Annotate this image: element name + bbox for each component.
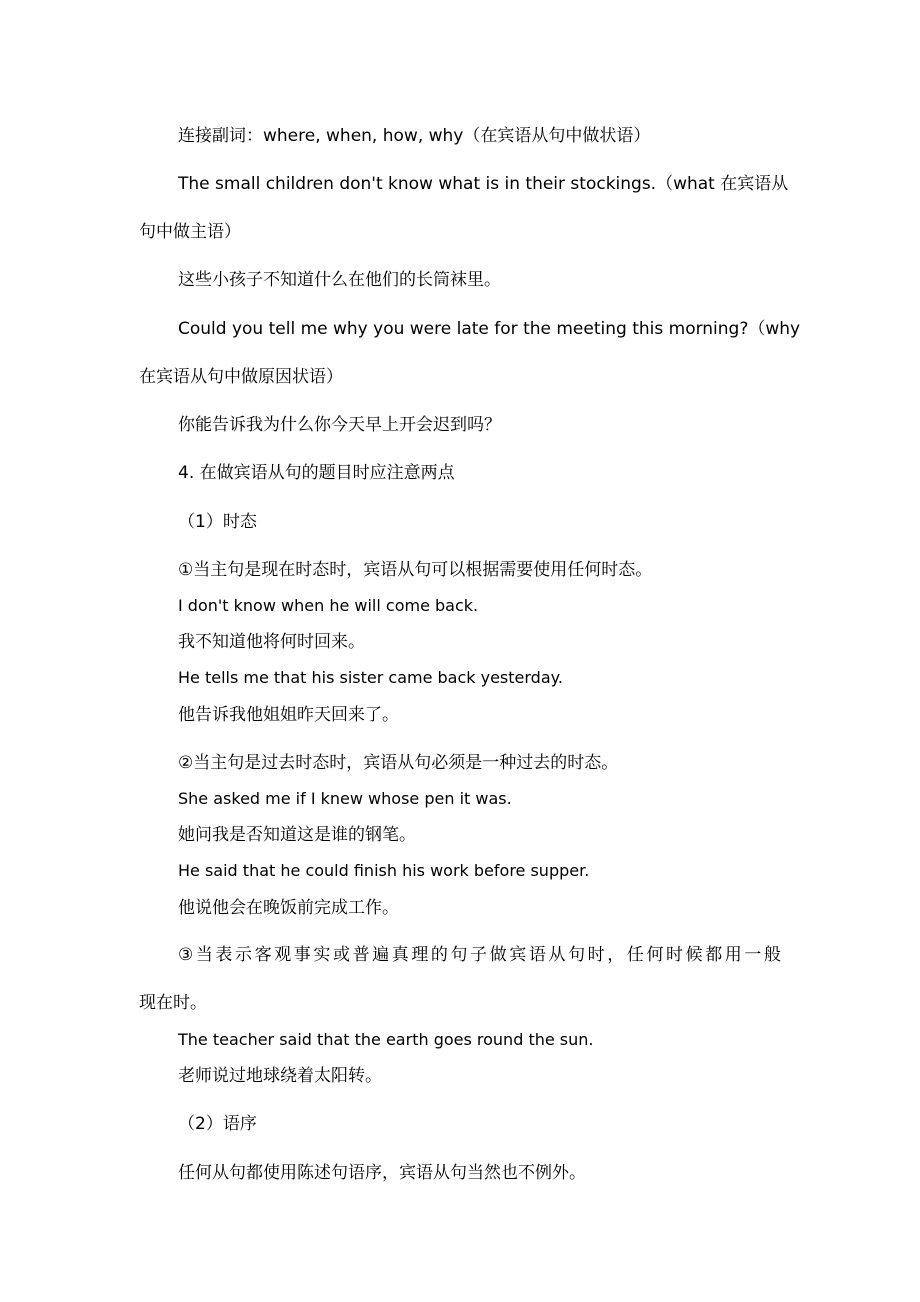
example-sentence-english: She asked me if I knew whose pen it was.	[178, 789, 512, 808]
example-note-continuation: 句中做主语）	[139, 222, 241, 242]
example-sentence-english: The small children don't know what is in their stockings.（what 在宾语从	[178, 174, 789, 194]
subsection-heading-tense: （1）时态	[178, 512, 257, 532]
example-sentence-english: The teacher said that the earth goes round the sun.	[178, 1030, 594, 1049]
rule-paragraph-continuation: 现在时。	[139, 993, 207, 1013]
example-translation: 老师说过地球绕着太阳转。	[178, 1066, 382, 1086]
rule-paragraph: ③当表示客观事实或普遍真理的句子做宾语从句时，任何时候都用一般	[178, 945, 781, 965]
example-translation: 她问我是否知道这是谁的钢笔。	[178, 825, 416, 845]
section-heading: 4. 在做宾语从句的题目时应注意两点	[178, 463, 455, 483]
example-translation: 他说他会在晚饭前完成工作。	[178, 898, 399, 918]
example-translation: 我不知道他将何时回来。	[178, 632, 365, 652]
example-sentence-english: He tells me that his sister came back yesterday.	[178, 668, 563, 687]
paragraph-conjunctive-adverbs: 连接副词：where, when, how, why（在宾语从句中做状语）	[178, 126, 651, 146]
rule-paragraph: ①当主句是现在时态时，宾语从句可以根据需要使用任何时态。	[178, 560, 653, 580]
subsection-heading-word-order: （2）语序	[178, 1114, 257, 1134]
example-sentence-english: I don't know when he will come back.	[178, 596, 479, 615]
example-translation: 他告诉我他姐姐昨天回来了。	[178, 705, 399, 725]
rule-paragraph: 任何从句都使用陈述句语序，宾语从句当然也不例外。	[178, 1163, 586, 1183]
example-sentence-english: He said that he could finish his work before supper.	[178, 861, 590, 880]
example-translation: 你能告诉我为什么你今天早上开会迟到吗？	[178, 415, 501, 435]
example-sentence-english: Could you tell me why you were late for the meeting this morning?（why	[178, 319, 801, 339]
example-note-continuation: 在宾语从句中做原因状语）	[139, 367, 343, 387]
rule-paragraph: ②当主句是过去时态时，宾语从句必须是一种过去的时态。	[178, 753, 619, 773]
example-translation: 这些小孩子不知道什么在他们的长筒袜里。	[178, 270, 501, 290]
